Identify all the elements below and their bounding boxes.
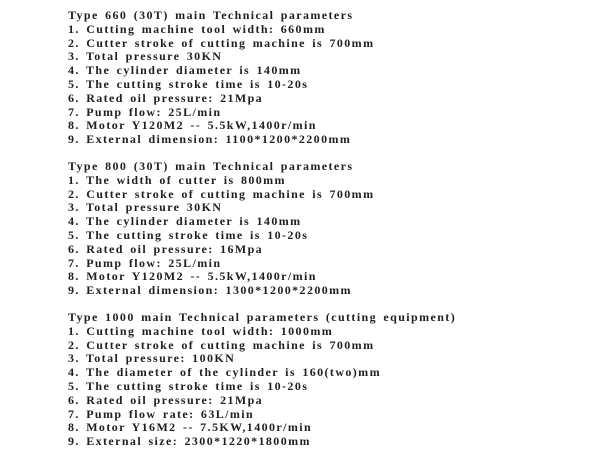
- spec-line: 4. The cylinder diameter is 140mm: [68, 214, 302, 229]
- spec-line: 2. Cutter stroke of cutting machine is 700mm: [68, 35, 375, 50]
- spec-line: 1. Cutting machine tool width: 660mm: [68, 21, 326, 36]
- spec-line: 8. Motor Y120M2 -- 5.5kW,1400r/min: [68, 269, 317, 284]
- spec-line: 8. Motor Y16M2 -- 7.5KW,1400r/min: [68, 420, 313, 435]
- spec-section-type-1000: [68, 311, 590, 449]
- spec-line: 9. External size: 2300*1220*1800mm: [68, 434, 311, 449]
- spec-line: 6. Rated oil pressure: 21Mpa: [68, 392, 264, 407]
- spec-line: 1. The width of cutter is 800mm: [68, 172, 286, 187]
- spec-line: 9. External dimension: 1300*1200*2200mm: [68, 283, 352, 298]
- spec-line: 6. Rated oil pressure: 21Mpa: [68, 90, 264, 105]
- spec-line: 3. Total pressure: 100KN: [68, 351, 236, 366]
- section-heading: Type 660 (30T) main Technical parameters: [68, 8, 354, 22]
- spec-section-type-660: [68, 9, 590, 147]
- spec-line: 4. The cylinder diameter is 140mm: [68, 63, 302, 78]
- spec-line: 7. Pump flow: 25L/min: [68, 255, 222, 270]
- spec-line: 3. Total pressure 30KN: [68, 49, 223, 64]
- spec-line: 7. Pump flow: 25L/min: [68, 104, 222, 119]
- spec-section-type-800: [68, 160, 590, 298]
- spec-line: 8. Motor Y120M2 -- 5.5kW,1400r/min: [68, 118, 317, 133]
- spec-line: 5. The cutting stroke time is 10-20s: [68, 227, 309, 242]
- section-heading: Type 800 (30T) main Technical parameters: [68, 158, 354, 173]
- spec-line: 1. Cutting machine tool width: 1000mm: [68, 323, 334, 338]
- spec-line: 5. The cutting stroke time is 10-20s: [68, 76, 309, 91]
- spec-line: 9. External dimension: 1100*1200*2200mm: [68, 132, 352, 147]
- spec-line: 6. Rated oil pressure: 16Mpa: [68, 241, 264, 256]
- spec-line: 3. Total pressure 30KN: [68, 200, 223, 215]
- spec-line: 2. Cutter stroke of cutting machine is 700mm: [68, 186, 375, 201]
- spec-line: 5. The cutting stroke time is 10-20s: [68, 378, 309, 393]
- spec-line: 2. Cutter stroke of cutting machine is 700mm: [68, 337, 375, 352]
- spec-line: 7. Pump flow rate: 63L/min: [68, 406, 255, 421]
- section-heading: Type 1000 main Technical parameters (cutting equipment): [68, 309, 457, 324]
- spec-line: 4. The diameter of the cylinder is 160(two)mm: [68, 365, 381, 380]
